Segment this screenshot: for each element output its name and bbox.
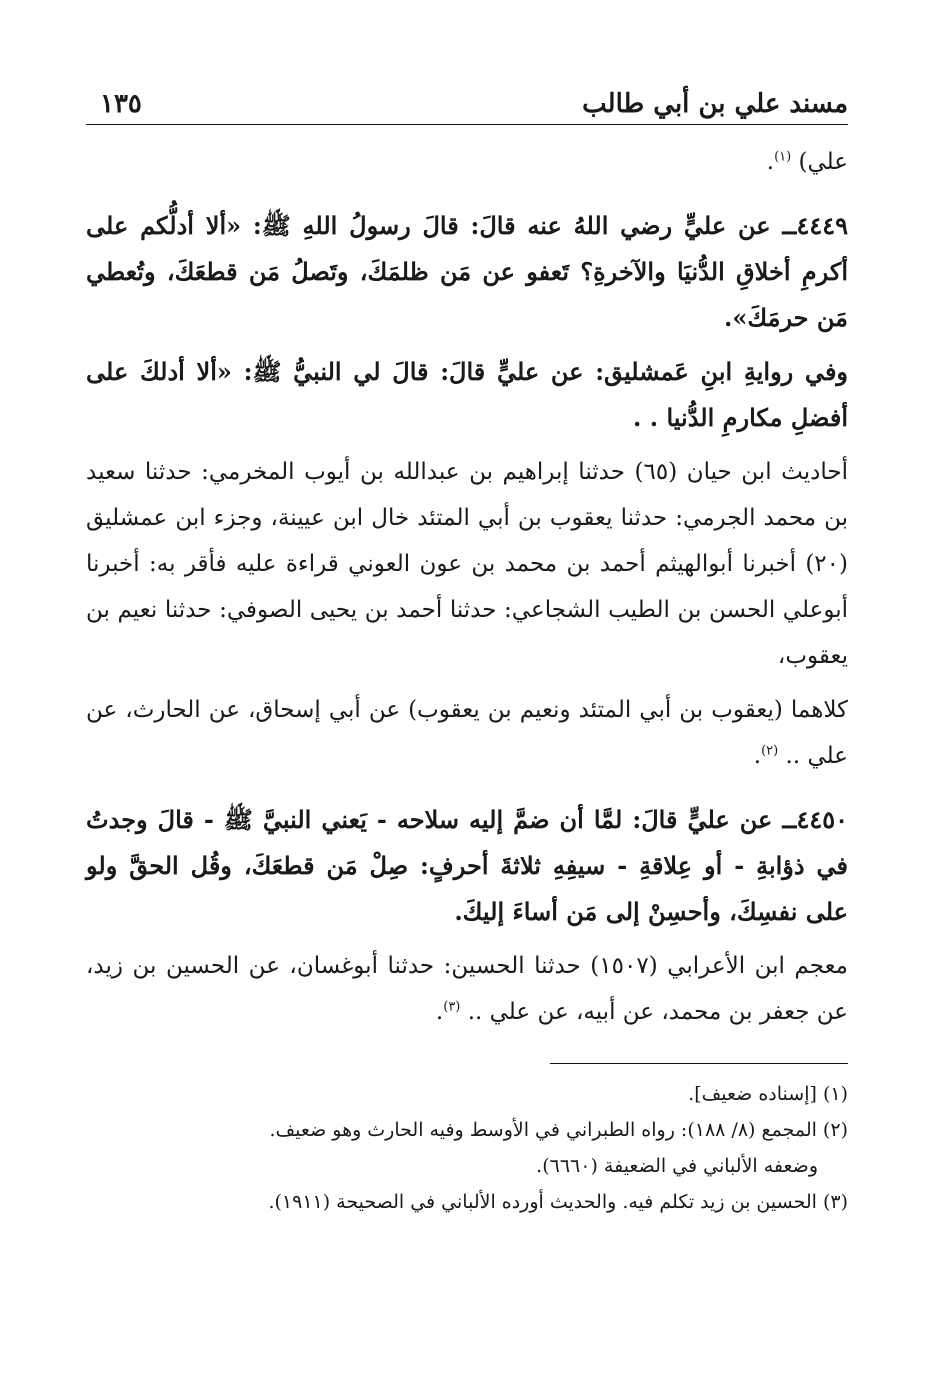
footnote-marker: (٢) xyxy=(761,743,779,759)
footnote-2: (٢) المجمع (٨/ ١٨٨): رواه الطبراني في الأوسط وفيه الحارث وهو ضعيف. xyxy=(269,1119,848,1141)
hadith-variant-narration: وفي روايةِ ابنِ عَمشليق: عن عليٍّ قالَ: قالَ لي النبيُّ ﷺ: «ألا أدلكَ على أفضلِ مكارمِ الدُّنيا . . xyxy=(86,357,848,432)
paragraph-text: كلاهما (يعقوب بن أبي المتئد ونعيم بن يعقوب) عن أبي إسحاق، عن الحارث، عن علي .. xyxy=(86,697,848,769)
footnote-marker: (١) xyxy=(774,149,792,165)
paragraph-continuation: علي) $^{(١)}$. xyxy=(766,149,848,175)
hadith-4450: ٤٤٥٠ــ عن عليٍّ قالَ: لمَّا أن ضمَّ إليه سلاحه - يَعني النبيَّ ﷺ - قالَ وجدتُ في ذؤابةِ - أو عِلاقةِ - سيفِهِ ثلاثةَ أحرفٍ: صِلْ مَن قطعَكَ، وقُل الحقَّ ولو على نفسِكَ، وأحسِنْ إلى مَن أساءَ إليكَ. xyxy=(86,805,848,926)
page-header xyxy=(86,84,848,125)
isnad-summary: كلاهما (يعقوب بن أبي المتئد ونعيم بن يعقوب) عن أبي إسحاق، عن الحارث، عن علي .. $^{(٢)}$. xyxy=(86,697,848,769)
source-paragraph: معجم ابن الأعرابي (١٥٠٧) حدثنا الحسين: حدثنا أبوغسان، عن الحسين بن زيد، عن جعفر بن محمد، عن أبيه، عن علي .. $^{(٣)}$. xyxy=(86,953,848,1025)
footnote-marker: (٣) xyxy=(443,999,461,1015)
running-title: مسند علي بن أبي طالب xyxy=(582,89,848,119)
page-body xyxy=(86,125,848,1220)
paragraph-text: معجم ابن الأعرابي (١٥٠٧) حدثنا الحسين: حدثنا أبوغسان، عن الحسين بن زيد، عن جعفر بن محمد، عن أبيه، عن علي .. xyxy=(86,953,848,1025)
footnote-divider xyxy=(550,1063,848,1064)
hadith-4449: ٤٤٤٩ــ عن عليٍّ رضي اللهُ عنه قالَ: قالَ رسولُ اللهِ ﷺ: «ألا أدلُّكم على أكرمِ أخلاقِ الدُّنيَا والآخرةِ؟ تَعفو عن مَن ظلمَكَ، وتَصلُ مَن قطعَكَ، وتُعطي مَن حرمَكَ». xyxy=(86,211,848,332)
footnote-2-continuation: وضعفه الألباني في الضعيفة (٦٦٦٠). xyxy=(536,1155,818,1177)
footnote-1: (١) [إسناده ضعيف]. xyxy=(688,1083,848,1105)
page-number: ١٣٥ xyxy=(100,89,142,119)
footnote-3: (٣) الحسين بن زيد تكلم فيه. والحديث أورده الألباني في الصحيحة (١٩١١). xyxy=(268,1191,848,1213)
paragraph-text: علي) xyxy=(798,149,848,175)
isnad-paragraph: أحاديث ابن حيان (٦٥) حدثنا إبراهيم بن عبدالله بن أيوب المخرمي: حدثنا سعيد بن محمد الجرمي: حدثنا يعقوب بن أبي المتئد خال ابن عيينة، وجزء ابن عمشليق (٢٠) أخبرنا أبوالهيثم أحمد بن محمد بن عون العوني قراءة عليه فأقر به: أخبرنا أبوعلي الحسن بن الطيب الشجاعي: حدثنا أحمد بن يحيى الصوفي: حدثنا نعيم بن يعقوب، xyxy=(86,459,848,669)
book-page xyxy=(86,84,848,1344)
footnotes xyxy=(86,1076,848,1220)
